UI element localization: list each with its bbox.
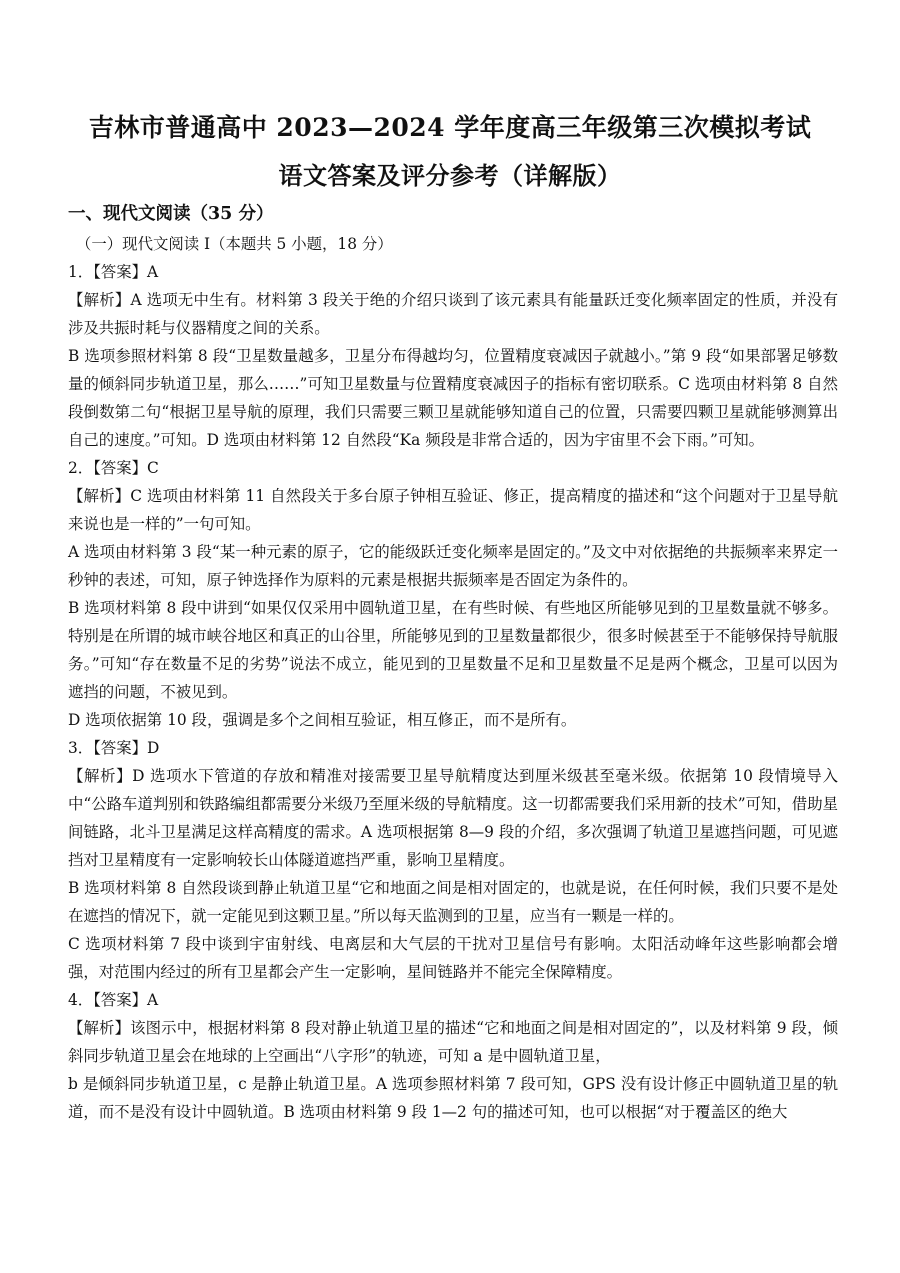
page-title: 吉林市普通高中 2023—2024 学年度高三年级第三次模拟考试: [88, 113, 812, 142]
section-heading: 一、现代文阅读（35 分）: [68, 204, 274, 224]
explanation-paragraph: B 选项材料第 8 段中讲到“如果仅仅采用中圆轨道卫星，在有些时候、有些地区所能够见到的卫星数量就不够多。特别是在所谓的城市峡谷地区和真正的山谷里，所能够见到的卫星数量都很少，很多时候甚至于不能够保持导航服务。”可知“存在数量不足的劣势”说法不成立，能见到的卫星数量不足和卫星数量不足是两个概念，卫星可以因为遮挡的问题，不被见到。: [68, 599, 838, 701]
answer-line: 1．【答案】A: [68, 263, 159, 281]
answer-line: 2．【答案】C: [68, 459, 159, 477]
explanation-paragraph: 【解析】C 选项由材料第 11 自然段关于多台原子钟相互验证、修正，提高精度的描述和“这个问题对于卫星导航来说也是一样的”一句可知。: [68, 487, 838, 533]
explanation-paragraph: 【解析】A 选项无中生有。材料第 3 段关于绝的介绍只谈到了该元素具有能量跃迁变化频率固定的性质，并没有涉及共振时耗与仪器精度之间的关系。: [68, 291, 838, 337]
page-subtitle: 语文答案及评分参考（详解版）: [278, 161, 622, 190]
answer-line: 3．【答案】D: [68, 739, 160, 757]
explanation-paragraph: D 选项依据第 10 段，强调是多个之间相互验证，相互修正，而不是所有。: [68, 711, 577, 729]
explanation-paragraph: b 是倾斜同步轨道卫星，c 是静止轨道卫星。A 选项参照材料第 7 段可知，GPS 没有设计修正中圆轨道卫星的轨道，而不是没有设计中圆轨道。B 选项由材料第 9 段 1—2 句的描述可知，也可以根据“对于覆盖区的绝大: [68, 1075, 838, 1121]
explanation-paragraph: C 选项材料第 7 段中谈到宇宙射线、电离层和大气层的干扰对卫星信号有影响。太阳活动峰年这些影响都会增强，对范围内经过的所有卫星都会产生一定影响，星间链路并不能完全保障精度。: [68, 935, 838, 981]
answer-line: 4．【答案】A: [68, 991, 159, 1009]
explanation-paragraph: A 选项由材料第 3 段“某一种元素的原子，它的能级跃迁变化频率是固定的。”及文中对依据绝的共振频率来界定一秒钟的表述，可知，原子钟选择作为原料的元素是根据共振频率是否固定为条件的。: [68, 543, 838, 589]
explanation-paragraph: 【解析】该图示中，根据材料第 8 段对静止轨道卫星的描述“它和地面之间是相对固定的”，以及材料第 9 段，倾斜同步轨道卫星会在地球的上空画出“八字形”的轨迹，可知 a 是中圆轨道卫星，: [68, 1019, 838, 1065]
explanation-paragraph: B 选项材料第 8 自然段谈到静止轨道卫星“它和地面之间是相对固定的，也就是说，在任何时候，我们只要不是处在遮挡的情况下，就一定能见到这颗卫星。”所以每天监测到的卫星，应当有一颗是一样的。: [68, 879, 838, 925]
answer-content: [68, 230, 838, 1126]
explanation-paragraph: B 选项参照材料第 8 段“卫星数量越多，卫星分布得越均匀，位置精度衰减因子就越小。”第 9 段“如果部署足够数量的倾斜同步轨道卫星，那么……”可知卫星数量与位置精度衰减因子的指标有密切联系。C 选项由材料第 8 自然段倒数第二句“根据卫星导航的原理，我们只需要三颗卫星就能够知道自己的位置，只需要四颗卫星就能够测算出自己的速度。”可知。D 选项由材料第 12 自然段“Ka 频段是非常合适的，因为宇宙里不会下雨。”可知。: [68, 347, 838, 449]
explanation-paragraph: 【解析】D 选项水下管道的存放和精准对接需要卫星导航精度达到厘米级甚至毫米级。依据第 10 段情境导入中“公路车道判别和铁路编组都需要分米级乃至厘米级的导航精度。这一切都需要我们采用新的技术”可知，借助星间链路，北斗卫星满足这样高精度的需求。A 选项根据第 8—9 段的介绍，多次强调了轨道卫星遮挡问题，可见遮挡对卫星精度有一定影响较长山体隧道遮挡严重，影响卫星精度。: [68, 767, 838, 869]
subsection-heading: （一）现代文阅读 I（本题共 5 小题，18 分）: [76, 235, 393, 253]
